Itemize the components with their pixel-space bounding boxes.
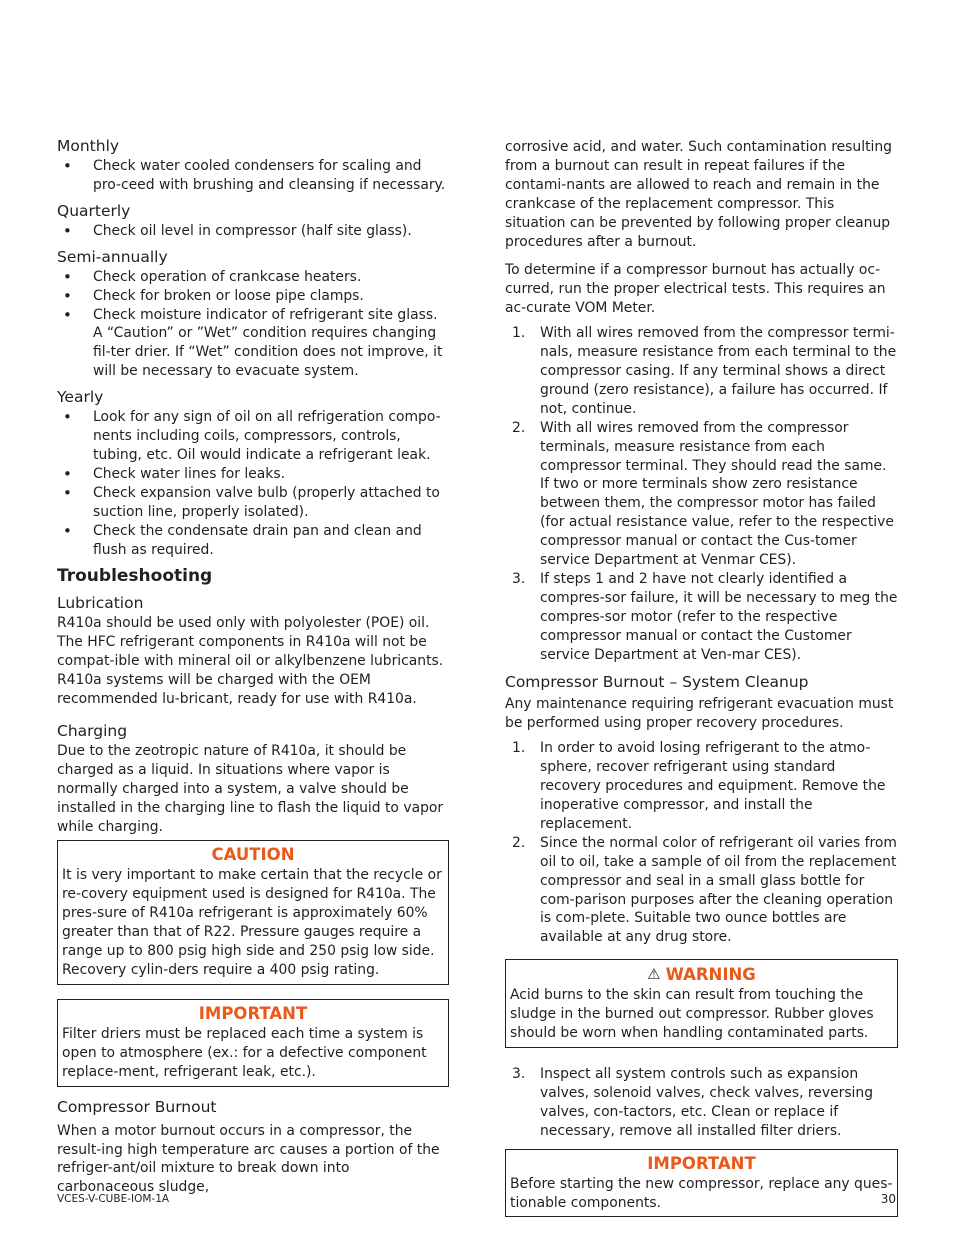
important-text: Filter driers must be replaced each time a system is open to atmosphere (ex.: for a defective component replace-ment, refrigerant leak, etc.).: [62, 1025, 427, 1080]
right-column: [505, 138, 898, 1217]
step-number: 3.: [512, 570, 526, 587]
lubrication-text: R410a should be used only with polyolester (POE) oil. The HFC refrigerant components in R410a will not be compat-ible with mineral oil or alkylbenzene lubricants. R410a systems will be charged with the OEM recommended lu-bricant, ready for use with R410a.: [57, 615, 444, 708]
footer-doc-id: VCES-V-CUBE-IOM-1A: [57, 1193, 170, 1205]
cleanup-intro: Any maintenance requiring refrigerant evacuation must be performed using proper recovery procedures.: [505, 696, 894, 732]
step-number: 2.: [512, 834, 526, 851]
monthly-heading: Monthly: [57, 137, 120, 155]
burnout-continued-text: corrosive acid, and water. Such contamination resulting from a burnout can result in repeat failures if the contami-nants are allowed to reach and remain in the crankcase of the replacement compressor. This situation can be prevented by following proper cleanup procedures after a burnout.: [505, 139, 893, 250]
list-item: • Check expansion valve bulb (properly attached to suction line, properly isolated).: [57, 484, 449, 522]
list-item: • Check for broken or loose pipe clamps.: [57, 287, 449, 306]
test-steps-list: [505, 324, 898, 664]
charging-heading: Charging: [57, 721, 128, 740]
important-title-2: IMPORTANT: [647, 1153, 756, 1173]
determine-text: To determine if a compressor burnout has actually oc-curred, run the proper electrical tests. This requires an ac-curate VOM Meter.: [505, 262, 886, 317]
step-text: With all wires removed from the compressor termi-nals, measure resistance from each terminal to the compressor casing. If any terminal shows a direct ground (zero resistance), a failure has occurred. If not, continue.: [540, 325, 897, 417]
page-number: 30: [880, 1192, 896, 1206]
important-title: IMPORTANT: [198, 1003, 308, 1023]
important-box: [57, 999, 449, 1087]
compressor-burnout-heading: Compressor Burnout: [57, 1097, 217, 1116]
warning-triangle-icon: ⚠: [647, 965, 661, 984]
warning-title: WARNING: [665, 965, 756, 985]
caution-text: It is very important to make certain that the recycle or re-covery equipment used is designed for R410a. The pres-sure of R410a refrigerant is approximately 60% greater than that of R22. Pressure gauges require a range up to 800 psig high side and 250 psig low side. Recovery cylin-ders require a 400 psig rating.: [62, 867, 442, 978]
step-text: Inspect all system controls such as expansion valves, solenoid valves, check valves, reversing valves, con-tactors, etc. Clean or replace if necessary, remove all installed filter driers.: [540, 1065, 874, 1139]
list-item: • Check moisture indicator of refrigerant site glass. A “Caution” or ”Wet” condition requires changing fil-ter drier. If “Wet” condition does not improve, it will be necessary to evacuate system.: [57, 306, 449, 382]
lubrication-heading: Lubrication: [57, 594, 144, 613]
step-number: 3.: [512, 1065, 526, 1082]
semiannually-heading: Semi-annually: [57, 247, 168, 266]
list-item: [505, 570, 898, 665]
step-number: 1.: [512, 740, 526, 757]
cleanup-steps-continued: [505, 1065, 898, 1141]
list-item: • Check the condensate drain pan and clean and flush as required.: [57, 522, 449, 560]
troubleshooting-title: Troubleshooting: [57, 566, 213, 587]
compressor-burnout-text: When a motor burnout occurs in a compressor, the result-ing high temperature arc causes a portion of the refriger-ant/oil mixture to break down into carbonaceous sludge,: [57, 1122, 440, 1196]
list-item: • Check oil level in compressor (half site glass).: [57, 222, 449, 241]
warning-text: Acid burns to the skin can result from touching the sludge in the burned out compressor. Rubber gloves should be worn when handling contaminated parts.: [510, 987, 874, 1042]
warning-title-row: [510, 963, 893, 986]
monthly-list: [57, 157, 449, 195]
cleanup-steps-list: [505, 739, 898, 947]
list-item: [505, 834, 898, 947]
cleanup-heading: Compressor Burnout – System Cleanup: [505, 673, 809, 692]
list-item: • Look for any sign of oil on all refrigeration compo-nents including coils, compressors, controls, tubing, etc. Oil would indicate a refrigerant leak.: [57, 408, 449, 465]
important-text-2: Before starting the new compressor, replace any ques-tionable components.: [510, 1175, 893, 1211]
list-item: [505, 419, 898, 570]
step-text: In order to avoid losing refrigerant to the atmo-sphere, recover refrigerant using standard recovery procedures and equipment. Remove the inoperative compressor, and install the replacement.: [540, 740, 886, 832]
left-column: [57, 136, 449, 1197]
yearly-list: [57, 408, 449, 559]
step-text: Since the normal color of refrigerant oil varies from oil to oil, take a sample of oil from the replacement compressor and seal in a small glass bottle for com-parison purposes after the cleaning operation is com-plete. Suitable two ounce bottles are available at any drug store.: [540, 834, 897, 946]
step-text: With all wires removed from the compressor terminals, measure resistance from each compressor terminal. They should read the same. If two or more terminals show zero resistance between them, the compressor motor has failed (for actual resistance value, refer to the respective compressor manual or contact the Cus-tomer service Department at Venmar CES).: [540, 419, 894, 569]
list-item: [505, 324, 898, 419]
step-number: 1.: [512, 325, 526, 342]
important-box-2: [505, 1149, 898, 1218]
charging-text: Due to the zeotropic nature of R410a, it should be charged as a liquid. In situations where vapor is normally charged into a system, a valve should be installed in the charging line to flash the liquid to vapor while charging.: [57, 742, 444, 835]
step-number: 2.: [512, 419, 526, 436]
list-item: • Check operation of crankcase heaters.: [57, 268, 449, 287]
list-item: • Check water cooled condensers for scaling and pro-ceed with brushing and cleansing if necessary.: [57, 157, 449, 195]
list-item: • Check water lines for leaks.: [57, 465, 449, 484]
caution-box: [57, 840, 449, 984]
quarterly-heading: Quarterly: [57, 201, 131, 220]
step-text: If steps 1 and 2 have not clearly identified a compres-sor failure, it will be necessary to meg the compres-sor motor (refer to the respective compressor manual or contact the Customer service Department at Ven-mar CES).: [540, 570, 898, 663]
semiannually-list: [57, 268, 449, 381]
warning-box: [505, 959, 898, 1048]
caution-title: CAUTION: [211, 845, 295, 865]
list-item: [505, 1065, 898, 1141]
quarterly-list: [57, 222, 449, 241]
yearly-heading: Yearly: [57, 388, 104, 407]
list-item: [505, 739, 898, 834]
